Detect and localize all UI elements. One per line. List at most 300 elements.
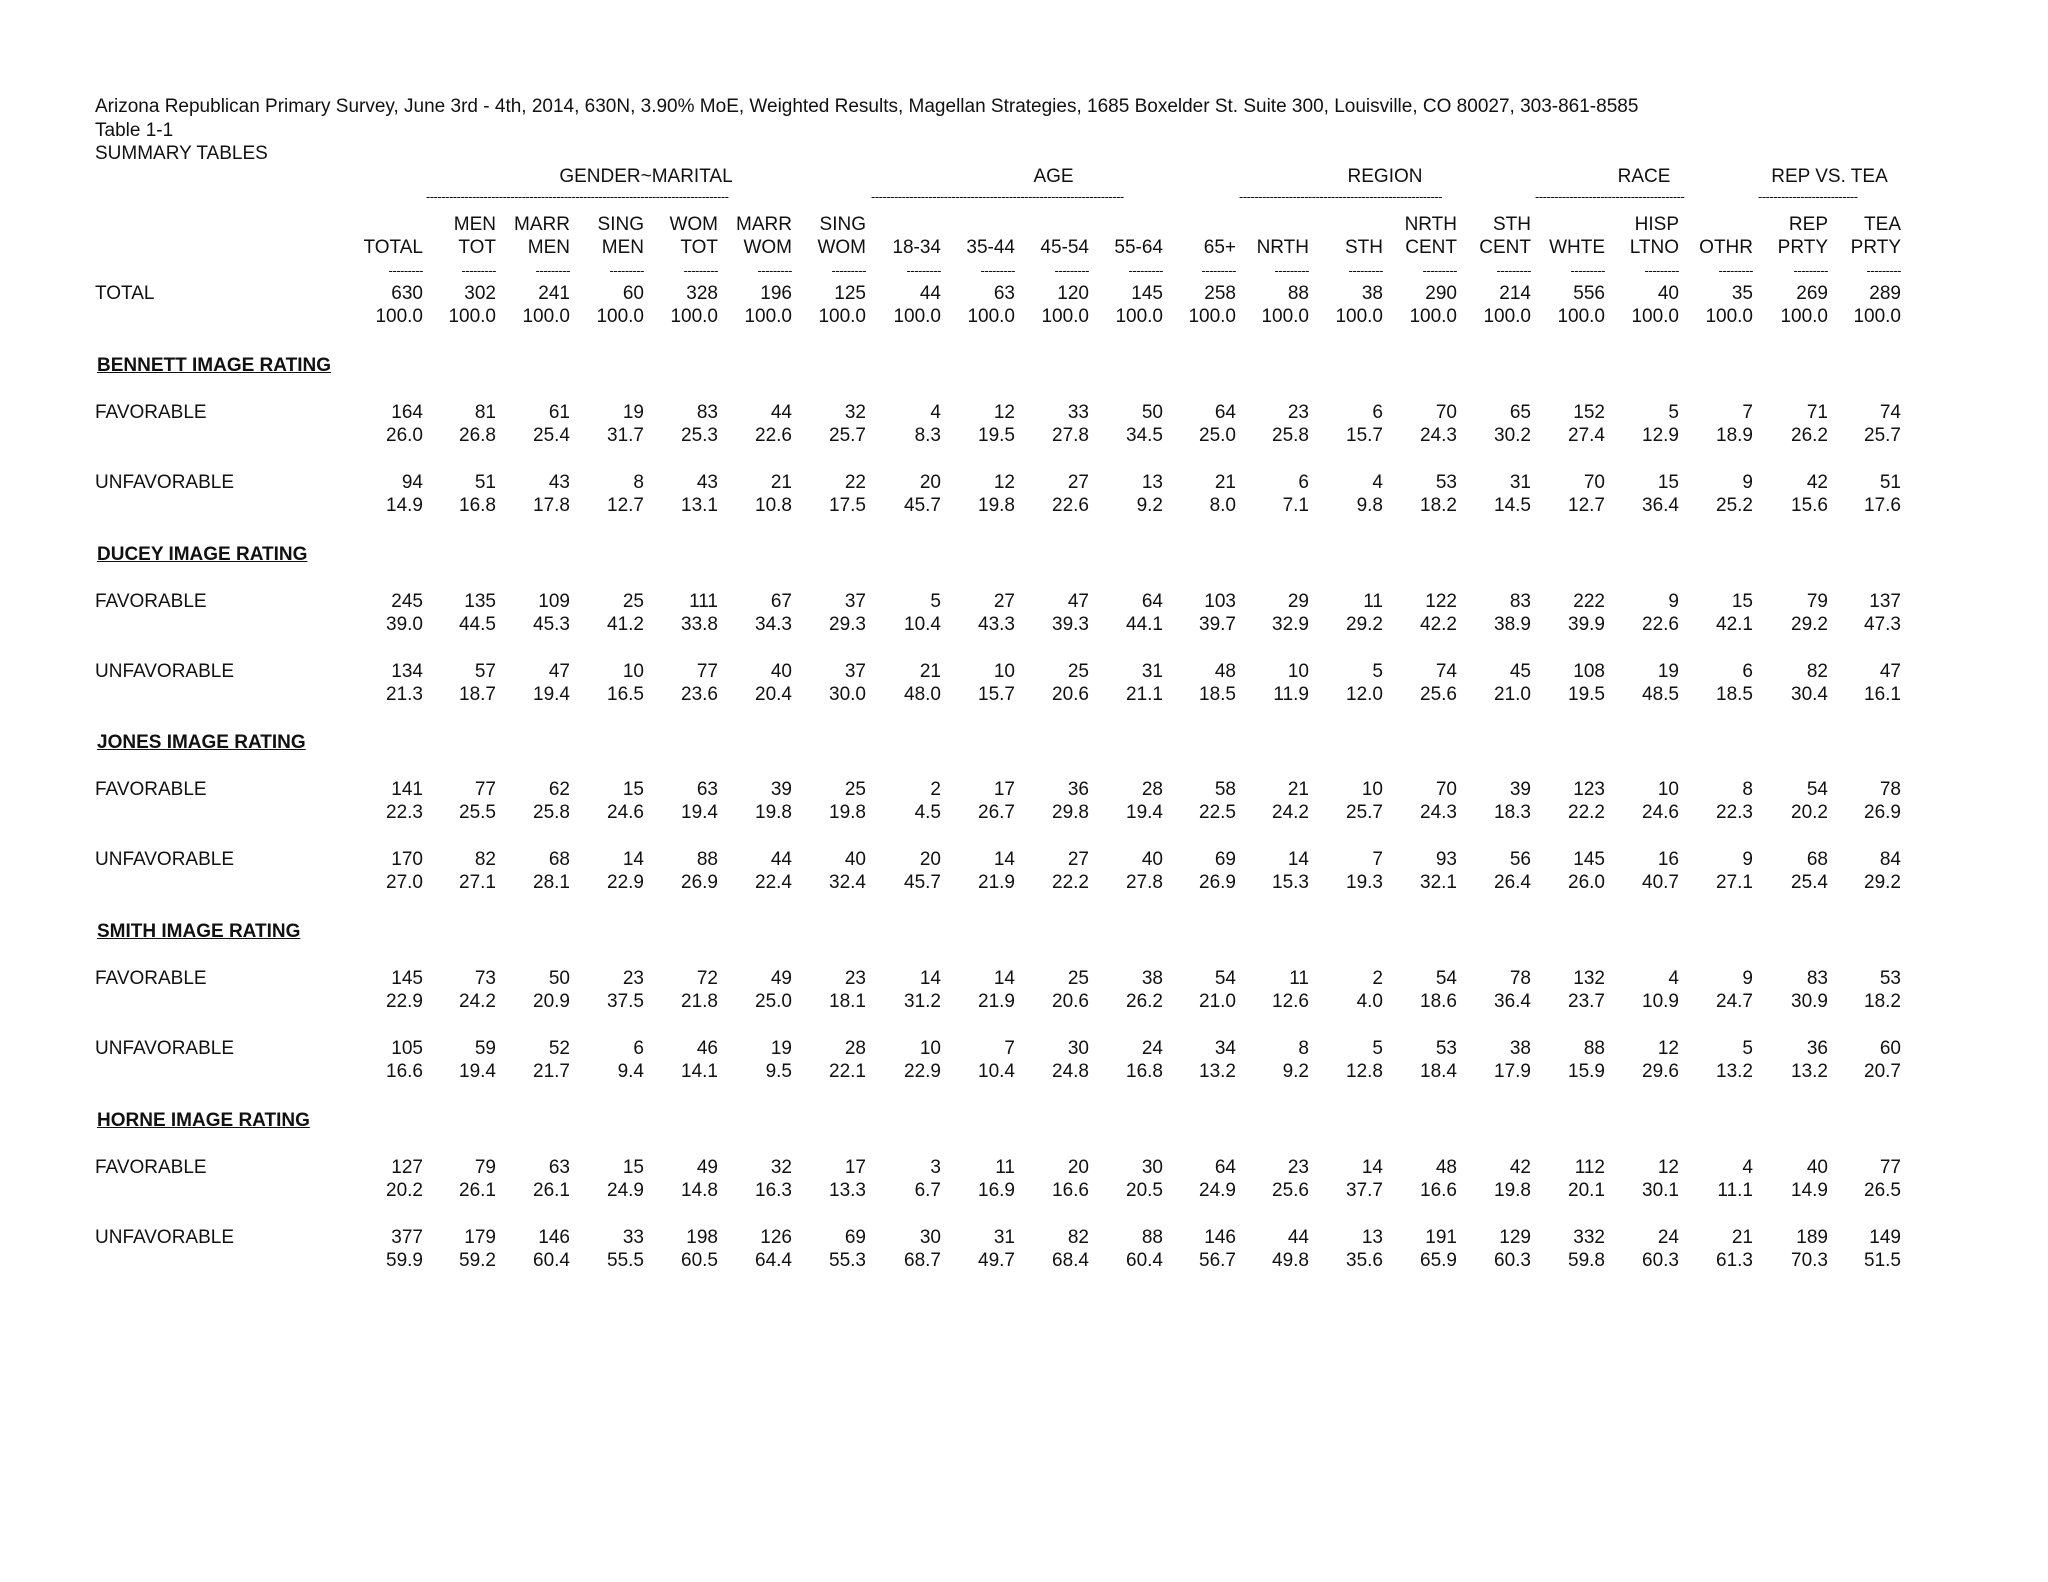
- favorable-row-count: 127: [391, 1157, 423, 1178]
- unfavorable-row-percent: 19.5: [1568, 684, 1605, 705]
- unfavorable-row-count: 5: [1372, 661, 1383, 682]
- unfavorable-row-count: 146: [1204, 1227, 1236, 1248]
- favorable-row-count: 39: [1509, 779, 1531, 800]
- unfavorable-row-count: 60: [1879, 1038, 1901, 1059]
- column-header-line2: 65+: [1203, 237, 1236, 258]
- unfavorable-row-count: 51: [474, 472, 496, 493]
- unfavorable-row-count: 170: [391, 849, 423, 870]
- favorable-row-percent: 14.8: [681, 1180, 718, 1201]
- column-header-line2: 45-54: [1040, 237, 1089, 258]
- unfavorable-row-count: 46: [696, 1038, 718, 1059]
- column-header-line2: STH: [1345, 237, 1383, 258]
- favorable-row-count: 103: [1204, 591, 1236, 612]
- unfavorable-row-percent: 59.8: [1568, 1250, 1605, 1271]
- favorable-row-percent: 26.8: [459, 425, 496, 446]
- favorable-row-percent: 22.2: [1568, 802, 1605, 823]
- unfavorable-row-percent: 60.4: [533, 1250, 570, 1271]
- favorable-row-count: 152: [1573, 402, 1605, 423]
- favorable-row-percent: 26.1: [533, 1180, 570, 1201]
- favorable-row-percent: 16.6: [1052, 1180, 1089, 1201]
- unfavorable-row-percent: 68.4: [1052, 1250, 1089, 1271]
- unfavorable-row-percent: 27.1: [1716, 872, 1753, 893]
- column-rule: ---------: [1422, 266, 1457, 276]
- favorable-row-percent: 39.0: [386, 614, 423, 635]
- unfavorable-row-percent: 20.6: [1052, 684, 1089, 705]
- unfavorable-row-count: 5: [1742, 1038, 1753, 1059]
- favorable-row-percent: 19.8: [1494, 1180, 1531, 1201]
- favorable-row-count: 4: [1742, 1157, 1753, 1178]
- unfavorable-row-count: 47: [1879, 661, 1901, 682]
- favorable-row-count: 10: [1657, 779, 1679, 800]
- unfavorable-row-count: 53: [1435, 472, 1457, 493]
- unfavorable-row-count: 34: [1214, 1038, 1236, 1059]
- favorable-row-count: 6: [1372, 402, 1383, 423]
- unfavorable-row-percent: 22.9: [607, 872, 644, 893]
- unfavorable-row-count: 27: [1067, 849, 1089, 870]
- unfavorable-row-percent: 13.2: [1716, 1061, 1753, 1082]
- column-rule: ---------: [1348, 266, 1383, 276]
- unfavorable-row-count: 38: [1509, 1038, 1531, 1059]
- favorable-row-count: 83: [696, 402, 718, 423]
- unfavorable-row-percent: 12.7: [1568, 495, 1605, 516]
- favorable-row-percent: 26.2: [1126, 991, 1163, 1012]
- column-header-line1: SING: [819, 214, 866, 235]
- unfavorable-row-count: 88: [1583, 1038, 1605, 1059]
- unfavorable-row-count: 126: [760, 1227, 792, 1248]
- unfavorable-row-count: 108: [1573, 661, 1605, 682]
- unfavorable-row-count: 68: [1806, 849, 1828, 870]
- favorable-row-count: 8: [1742, 779, 1753, 800]
- column-header-line1: SING: [597, 214, 644, 235]
- total-row-percent: 100.0: [1483, 306, 1531, 327]
- favorable-row-percent: 18.1: [829, 991, 866, 1012]
- unfavorable-row-percent: 18.4: [1420, 1061, 1457, 1082]
- unfavorable-row-percent: 65.9: [1420, 1250, 1457, 1271]
- favorable-row-count: 141: [391, 779, 423, 800]
- unfavorable-row-count: 33: [622, 1227, 644, 1248]
- favorable-row-percent: 23.7: [1568, 991, 1605, 1012]
- favorable-row-count: 79: [1806, 591, 1828, 612]
- unfavorable-row-count: 82: [1806, 661, 1828, 682]
- unfavorable-row-percent: 22.2: [1052, 872, 1089, 893]
- section-title: BENNETT IMAGE RATING: [97, 355, 331, 376]
- unfavorable-row-count: 10: [1287, 661, 1309, 682]
- unfavorable-row-count: 179: [464, 1227, 496, 1248]
- favorable-row-count: 145: [391, 968, 423, 989]
- column-rule: ---------: [1274, 266, 1309, 276]
- unfavorable-row-label: UNFAVORABLE: [95, 661, 235, 682]
- unfavorable-row-percent: 13.1: [681, 495, 718, 516]
- unfavorable-row-percent: 29.6: [1642, 1061, 1679, 1082]
- favorable-row-count: 5: [1668, 402, 1679, 423]
- unfavorable-row-count: 30: [1067, 1038, 1089, 1059]
- favorable-row-count: 38: [1141, 968, 1163, 989]
- unfavorable-row-count: 44: [1287, 1227, 1309, 1248]
- favorable-row-percent: 37.7: [1346, 1180, 1383, 1201]
- total-row-percent: 100.0: [1409, 306, 1457, 327]
- total-row-count: 630: [391, 283, 423, 304]
- favorable-row-count: 245: [391, 591, 423, 612]
- favorable-row-percent: 25.7: [1346, 802, 1383, 823]
- favorable-row-count: 23: [1287, 1157, 1309, 1178]
- favorable-row-count: 83: [1806, 968, 1828, 989]
- unfavorable-row-count: 42: [1806, 472, 1828, 493]
- unfavorable-row-count: 19: [1657, 661, 1679, 682]
- column-header-line2: 55-64: [1114, 237, 1163, 258]
- column-rule: ---------: [1570, 266, 1605, 276]
- unfavorable-row-percent: 12.8: [1346, 1061, 1383, 1082]
- unfavorable-row-percent: 27.1: [459, 872, 496, 893]
- favorable-row-percent: 4.5: [914, 802, 941, 823]
- unfavorable-row-percent: 45.7: [904, 872, 941, 893]
- favorable-row-percent: 12.6: [1272, 991, 1309, 1012]
- unfavorable-row-count: 6: [633, 1038, 644, 1059]
- favorable-row-percent: 39.9: [1568, 614, 1605, 635]
- total-row-percent: 100.0: [1041, 306, 1089, 327]
- unfavorable-row-count: 10: [993, 661, 1015, 682]
- total-row-percent: 100.0: [893, 306, 941, 327]
- favorable-row-count: 36: [1067, 779, 1089, 800]
- unfavorable-row-count: 74: [1435, 661, 1457, 682]
- unfavorable-row-count: 43: [548, 472, 570, 493]
- unfavorable-row-percent: 32.1: [1420, 872, 1457, 893]
- column-rule: ---------: [1718, 266, 1753, 276]
- favorable-row-count: 30: [1141, 1157, 1163, 1178]
- total-row-count: 214: [1499, 283, 1531, 304]
- total-row-percent: 100.0: [818, 306, 866, 327]
- favorable-row-percent: 21.9: [978, 991, 1015, 1012]
- unfavorable-row-count: 21: [919, 661, 941, 682]
- favorable-row-count: 54: [1214, 968, 1236, 989]
- favorable-row-percent: 20.1: [1568, 1180, 1605, 1201]
- favorable-row-percent: 24.3: [1420, 802, 1457, 823]
- unfavorable-row-count: 22: [844, 472, 866, 493]
- unfavorable-row-count: 16: [1657, 849, 1679, 870]
- favorable-row-count: 15: [1731, 591, 1753, 612]
- favorable-row-percent: 16.9: [978, 1180, 1015, 1201]
- favorable-row-percent: 14.9: [1791, 1180, 1828, 1201]
- unfavorable-row-count: 40: [844, 849, 866, 870]
- favorable-row-count: 77: [1879, 1157, 1901, 1178]
- total-row-percent: 100.0: [1705, 306, 1753, 327]
- favorable-row-percent: 22.3: [386, 802, 423, 823]
- unfavorable-row-count: 40: [770, 661, 792, 682]
- favorable-row-percent: 38.9: [1494, 614, 1531, 635]
- unfavorable-row-count: 10: [919, 1038, 941, 1059]
- unfavorable-row-percent: 19.8: [978, 495, 1015, 516]
- unfavorable-row-percent: 49.8: [1272, 1250, 1309, 1271]
- unfavorable-row-percent: 23.6: [681, 684, 718, 705]
- unfavorable-row-count: 51: [1879, 472, 1901, 493]
- favorable-row-count: 3: [930, 1157, 941, 1178]
- unfavorable-row-count: 21: [770, 472, 792, 493]
- favorable-row-percent: 43.3: [978, 614, 1015, 635]
- column-rule: ---------: [1644, 266, 1679, 276]
- favorable-row-count: 40: [1806, 1157, 1828, 1178]
- unfavorable-row-count: 7: [1004, 1038, 1015, 1059]
- favorable-row-percent: 24.2: [1272, 802, 1309, 823]
- unfavorable-row-count: 8: [1298, 1038, 1309, 1059]
- unfavorable-row-count: 13: [1361, 1227, 1383, 1248]
- favorable-row-percent: 19.4: [1126, 802, 1163, 823]
- unfavorable-row-label: UNFAVORABLE: [95, 849, 235, 870]
- unfavorable-row-percent: 11.9: [1273, 684, 1309, 705]
- favorable-row-count: 49: [696, 1157, 718, 1178]
- unfavorable-row-count: 6: [1742, 661, 1753, 682]
- favorable-row-count: 2: [1372, 968, 1383, 989]
- favorable-row-count: 33: [1067, 402, 1089, 423]
- unfavorable-row-percent: 9.5: [765, 1061, 792, 1082]
- total-row-count: 38: [1361, 283, 1383, 304]
- total-row-count: 88: [1287, 283, 1309, 304]
- unfavorable-row-count: 31: [1509, 472, 1531, 493]
- favorable-row-count: 132: [1573, 968, 1605, 989]
- total-row-percent: 100.0: [1188, 306, 1236, 327]
- favorable-row-percent: 32.9: [1272, 614, 1309, 635]
- favorable-row-count: 48: [1435, 1157, 1457, 1178]
- column-header-line2: OTHR: [1699, 237, 1753, 258]
- unfavorable-row-percent: 27.0: [386, 872, 423, 893]
- group-header: RACE: [1617, 166, 1671, 187]
- total-row-percent: 100.0: [967, 306, 1015, 327]
- group-rule: ------------------------------------------------------------------: [871, 192, 1124, 202]
- unfavorable-row-percent: 22.6: [1052, 495, 1089, 516]
- unfavorable-row-count: 45: [1509, 661, 1531, 682]
- unfavorable-row-count: 36: [1806, 1038, 1828, 1059]
- favorable-row-count: 79: [474, 1157, 496, 1178]
- column-header-line2: WHTE: [1549, 237, 1605, 258]
- unfavorable-row-count: 25: [1067, 661, 1089, 682]
- total-row-percent: 100.0: [596, 306, 644, 327]
- favorable-row-count: 11: [995, 1157, 1015, 1178]
- favorable-row-count: 164: [391, 402, 423, 423]
- unfavorable-row-percent: 36.4: [1642, 495, 1679, 516]
- unfavorable-row-percent: 26.9: [681, 872, 718, 893]
- unfavorable-row-count: 52: [548, 1038, 570, 1059]
- unfavorable-row-percent: 48.0: [904, 684, 941, 705]
- unfavorable-row-count: 59: [474, 1038, 496, 1059]
- unfavorable-row-count: 145: [1573, 849, 1605, 870]
- unfavorable-row-percent: 26.4: [1494, 872, 1531, 893]
- favorable-row-percent: 47.3: [1864, 614, 1901, 635]
- unfavorable-row-percent: 15.7: [978, 684, 1015, 705]
- unfavorable-row-percent: 16.6: [386, 1061, 423, 1082]
- favorable-row-percent: 22.5: [1199, 802, 1236, 823]
- favorable-row-count: 4: [1668, 968, 1679, 989]
- unfavorable-row-count: 15: [1657, 472, 1679, 493]
- column-header-line1: NRTH: [1404, 214, 1457, 235]
- favorable-row-count: 49: [770, 968, 792, 989]
- unfavorable-row-count: 43: [696, 472, 718, 493]
- favorable-row-percent: 25.0: [1199, 425, 1236, 446]
- favorable-row-count: 65: [1509, 402, 1531, 423]
- column-header-line2: WOM: [743, 237, 792, 258]
- favorable-row-percent: 21.8: [681, 991, 718, 1012]
- unfavorable-row-count: 6: [1298, 472, 1309, 493]
- favorable-row-percent: 26.5: [1864, 1180, 1901, 1201]
- unfavorable-row-count: 70: [1583, 472, 1605, 493]
- favorable-row-percent: 33.8: [681, 614, 718, 635]
- favorable-row-count: 72: [696, 968, 718, 989]
- total-row-count: 196: [760, 283, 792, 304]
- favorable-row-count: 122: [1425, 591, 1457, 612]
- unfavorable-row-count: 191: [1425, 1227, 1457, 1248]
- unfavorable-row-percent: 19.4: [459, 1061, 496, 1082]
- favorable-row-percent: 16.3: [755, 1180, 792, 1201]
- unfavorable-row-percent: 55.5: [607, 1250, 644, 1271]
- unfavorable-row-label: UNFAVORABLE: [95, 472, 235, 493]
- unfavorable-row-count: 377: [391, 1227, 423, 1248]
- unfavorable-row-count: 30: [919, 1227, 941, 1248]
- unfavorable-row-percent: 16.1: [1864, 684, 1901, 705]
- favorable-row-count: 50: [1141, 402, 1163, 423]
- unfavorable-row-count: 14: [993, 849, 1015, 870]
- unfavorable-row-percent: 25.2: [1716, 495, 1753, 516]
- favorable-row-percent: 8.3: [914, 425, 941, 446]
- favorable-row-count: 11: [1289, 968, 1309, 989]
- favorable-row-percent: 29.2: [1346, 614, 1383, 635]
- favorable-row-percent: 24.9: [1199, 1180, 1236, 1201]
- favorable-row-percent: 25.4: [533, 425, 570, 446]
- column-header-line2: TOT: [458, 237, 496, 258]
- total-row-count: 241: [538, 283, 570, 304]
- unfavorable-row-count: 88: [696, 849, 718, 870]
- unfavorable-row-percent: 51.5: [1864, 1250, 1901, 1271]
- unfavorable-row-count: 77: [696, 661, 718, 682]
- unfavorable-row-percent: 55.3: [829, 1250, 866, 1271]
- favorable-row-count: 123: [1573, 779, 1605, 800]
- unfavorable-row-count: 105: [391, 1038, 423, 1059]
- favorable-row-percent: 25.6: [1272, 1180, 1309, 1201]
- unfavorable-row-percent: 29.2: [1864, 872, 1901, 893]
- unfavorable-row-percent: 60.5: [681, 1250, 718, 1271]
- favorable-row-percent: 12.9: [1642, 425, 1679, 446]
- favorable-row-count: 17: [844, 1157, 866, 1178]
- favorable-row-percent: 22.9: [386, 991, 423, 1012]
- group-header: REGION: [1347, 166, 1423, 187]
- favorable-row-percent: 16.6: [1420, 1180, 1457, 1201]
- favorable-row-count: 12: [993, 402, 1015, 423]
- favorable-row-count: 5: [930, 591, 941, 612]
- unfavorable-row-count: 9: [1742, 472, 1753, 493]
- column-rule: ---------: [1496, 266, 1531, 276]
- favorable-row-count: 12: [1657, 1157, 1679, 1178]
- unfavorable-row-percent: 16.8: [459, 495, 496, 516]
- favorable-row-percent: 30.9: [1791, 991, 1828, 1012]
- unfavorable-row-count: 21: [1731, 1227, 1753, 1248]
- unfavorable-row-count: 57: [474, 661, 496, 682]
- unfavorable-row-percent: 48.5: [1642, 684, 1679, 705]
- unfavorable-row-percent: 35.6: [1346, 1250, 1383, 1271]
- column-rule: ---------: [461, 266, 496, 276]
- unfavorable-row-count: 19: [770, 1038, 792, 1059]
- total-row-label: TOTAL: [95, 283, 155, 304]
- unfavorable-row-label: UNFAVORABLE: [95, 1227, 235, 1248]
- unfavorable-row-percent: 19.4: [533, 684, 570, 705]
- total-row-count: 328: [686, 283, 718, 304]
- favorable-row-percent: 24.6: [607, 802, 644, 823]
- favorable-row-percent: 10.9: [1642, 991, 1679, 1012]
- favorable-row-count: 70: [1435, 402, 1457, 423]
- favorable-row-label: FAVORABLE: [95, 779, 207, 800]
- favorable-row-count: 50: [548, 968, 570, 989]
- favorable-row-percent: 11.1: [1717, 1180, 1753, 1201]
- total-row-count: 258: [1204, 283, 1236, 304]
- favorable-row-percent: 25.7: [829, 425, 866, 446]
- favorable-row-percent: 44.1: [1126, 614, 1163, 635]
- favorable-row-count: 70: [1435, 779, 1457, 800]
- unfavorable-row-count: 53: [1435, 1038, 1457, 1059]
- unfavorable-row-percent: 70.3: [1791, 1250, 1828, 1271]
- favorable-row-count: 54: [1435, 968, 1457, 989]
- total-row-percent: 100.0: [1115, 306, 1163, 327]
- unfavorable-row-count: 21: [1214, 472, 1236, 493]
- unfavorable-row-count: 56: [1509, 849, 1531, 870]
- column-header-line1: TEA: [1864, 214, 1901, 235]
- unfavorable-row-percent: 15.9: [1568, 1061, 1605, 1082]
- favorable-row-count: 53: [1879, 968, 1901, 989]
- favorable-row-count: 64: [1214, 402, 1236, 423]
- favorable-row-percent: 41.2: [607, 614, 644, 635]
- total-row-percent: 100.0: [522, 306, 570, 327]
- column-rule: ---------: [831, 266, 866, 276]
- favorable-row-percent: 22.6: [755, 425, 792, 446]
- unfavorable-row-percent: 60.4: [1126, 1250, 1163, 1271]
- report-header-line1: Arizona Republican Primary Survey, June 3rd - 4th, 2014, 630N, 3.90% MoE, Weighted Results, Magellan Strategies, 1685 Boxelder St. Suite 300, Louisville, CO 80027, 303-861-8585: [95, 96, 1639, 117]
- total-row-count: 125: [834, 283, 866, 304]
- unfavorable-row-percent: 17.6: [1864, 495, 1901, 516]
- favorable-row-percent: 30.1: [1642, 1180, 1679, 1201]
- unfavorable-row-percent: 12.7: [607, 495, 644, 516]
- section-title: JONES IMAGE RATING: [97, 732, 306, 753]
- favorable-row-count: 81: [474, 402, 496, 423]
- favorable-row-count: 39: [770, 779, 792, 800]
- unfavorable-row-count: 82: [1067, 1227, 1089, 1248]
- unfavorable-row-count: 44: [770, 849, 792, 870]
- favorable-row-count: 137: [1869, 591, 1901, 612]
- favorable-row-percent: 20.2: [1791, 802, 1828, 823]
- column-rule: ---------: [683, 266, 718, 276]
- unfavorable-row-percent: 59.2: [459, 1250, 496, 1271]
- favorable-row-percent: 18.6: [1420, 991, 1457, 1012]
- favorable-row-percent: 24.7: [1716, 991, 1753, 1012]
- unfavorable-row-percent: 56.7: [1199, 1250, 1236, 1271]
- column-rule: ---------: [535, 266, 570, 276]
- column-rule: ---------: [980, 266, 1015, 276]
- favorable-row-count: 28: [1141, 779, 1163, 800]
- favorable-row-count: 15: [622, 779, 644, 800]
- total-row-count: 145: [1131, 283, 1163, 304]
- unfavorable-row-count: 8: [633, 472, 644, 493]
- favorable-row-count: 77: [474, 779, 496, 800]
- favorable-row-count: 74: [1879, 402, 1901, 423]
- favorable-row-percent: 42.2: [1420, 614, 1457, 635]
- unfavorable-row-percent: 16.5: [607, 684, 644, 705]
- column-rule: ---------: [906, 266, 941, 276]
- unfavorable-row-percent: 17.5: [829, 495, 866, 516]
- favorable-row-percent: 39.3: [1052, 614, 1089, 635]
- favorable-row-percent: 20.9: [533, 991, 570, 1012]
- unfavorable-row-count: 7: [1372, 849, 1383, 870]
- total-row-count: 302: [464, 283, 496, 304]
- favorable-row-percent: 37.5: [607, 991, 644, 1012]
- total-row-percent: 100.0: [375, 306, 423, 327]
- column-rule: ---------: [1054, 266, 1089, 276]
- favorable-row-count: 63: [548, 1157, 570, 1178]
- favorable-row-percent: 39.7: [1199, 614, 1236, 635]
- favorable-row-count: 32: [844, 402, 866, 423]
- unfavorable-row-percent: 64.4: [755, 1250, 792, 1271]
